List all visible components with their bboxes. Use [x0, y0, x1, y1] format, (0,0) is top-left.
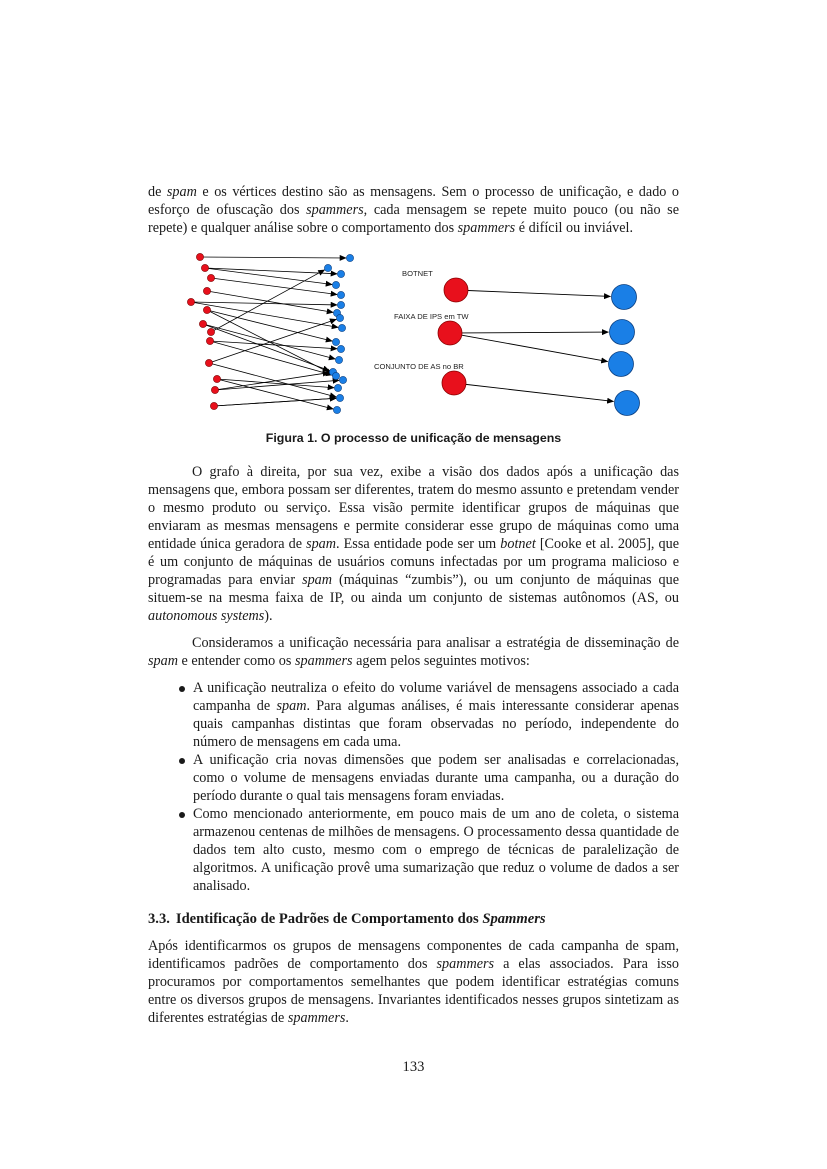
message-edge: [215, 373, 329, 390]
message-node: [334, 384, 341, 391]
unification-figure: [178, 248, 648, 424]
message-node: [332, 281, 339, 288]
spam-source-node: [203, 306, 210, 313]
message-edge: [200, 257, 346, 258]
message-node: [337, 291, 344, 298]
motive-text: A unificação neutraliza o efeito do volume variável de mensagens associado a cada campanha de spam. Para algumas análises, é mais interessante considerar apenas quais campanhas distintas que foram observadas no período, independente do número de mensagens em cada uma.: [193, 680, 679, 750]
spam-source-node: [201, 264, 208, 271]
paragraph-unified-view: O grafo à direita, por sua vez, exibe a visão dos dados após a unificação das mensagens que, embora possam ser diferentes, tratem do mesmo assunto e pretendam vender o mesmo produto ou serviço. Essa visão permite identificar grupos de máquinas que enviaram as mesmas mensagens e permite considerar esse grupo de máquinas como uma entidade única geradora de spam. Essa entidade pode ser um botnet [Cooke et al. 2005], que é um conjunto de máquinas de usuários comuns infectadas por um programa malicioso e programadas para enviar spam (máquinas “zumbis”), ou um conjunto de máquinas que situem-se na mesma faixa de IP, ou ainda um conjunto de sistemas autônomos (AS, ou autonomous systems).: [148, 464, 680, 624]
message-edge: [210, 341, 337, 349]
spam-source-node: [206, 337, 213, 344]
message-node: [337, 301, 344, 308]
message-edge: [215, 380, 339, 390]
figure-caption: Figura 1. O processo de unificação de mensagens: [265, 431, 562, 445]
motive-item-1: [160, 679, 679, 751]
message-node: [338, 324, 345, 331]
message-node: [335, 356, 342, 363]
unified-message-node: [612, 285, 637, 310]
message-node: [332, 372, 339, 379]
unified-edge: [462, 332, 609, 333]
message-node: [337, 345, 344, 352]
unified-message-node: [610, 320, 635, 345]
as-set-label: CONJUNTO DE AS no BR: [374, 362, 464, 371]
botnet-label: BOTNET: [402, 269, 433, 278]
spam-source-node: [196, 253, 203, 260]
message-edge: [210, 341, 332, 375]
section-number: 3.3.: [148, 911, 170, 927]
message-node: [332, 338, 339, 345]
message-node: [339, 376, 346, 383]
bullet-icon: [179, 686, 185, 692]
page-number: 133: [402, 1059, 425, 1075]
spam-source-node: [207, 328, 214, 335]
message-edge: [207, 291, 333, 312]
unification-graph: [178, 248, 648, 424]
paragraph-motives: Consideramos a unificação necessária para analisar a estratégia de disseminação de spam e entender como os spammers agem pelos seguintes motivos:: [148, 635, 679, 669]
unified-edge: [462, 335, 608, 361]
ip-range-label: FAIXA DE IPS em TW: [394, 312, 469, 321]
unified-message-node: [609, 352, 634, 377]
intro-paragraph: de spam e os vértices destino são as mensagens. Sem o processo de unificação, e dado o esforço de ofuscação dos spammers, cada mensagem se repete muito pouco (ou não se repete) e qualquer análise sobre o comportamento dos spammers é difícil ou inviável.: [148, 184, 679, 236]
message-node: [324, 264, 331, 271]
motive-item-2: [160, 751, 679, 805]
bullet-icon: [179, 812, 185, 818]
message-edge: [207, 310, 332, 341]
spam-entity-node: [444, 278, 468, 302]
spam-source-node: [187, 298, 194, 305]
motives-list: [160, 679, 679, 895]
spam-entity-node: [438, 321, 462, 345]
section-heading: [148, 910, 679, 928]
message-node: [336, 394, 343, 401]
message-edge: [209, 319, 336, 363]
message-edge: [191, 302, 338, 327]
unified-edge: [468, 290, 611, 296]
paragraph-patterns: Após identificarmos os grupos de mensagens componentes de cada campanha de spam, identificamos padrões de comportamento dos spammers a elas associados. Para isso procuramos por comportamentos semelhantes que podem identificar estratégias comuns entre os diversos grupos de mensagens. Invariantes identificados nesses grupos sintetizam as diferentes estratégias de spammers.: [148, 938, 679, 1026]
unified-message-node: [615, 391, 640, 416]
bullet-icon: [179, 758, 185, 764]
message-node: [337, 270, 344, 277]
spam-source-node: [211, 386, 218, 393]
message-edge: [211, 278, 337, 295]
unified-edge: [466, 384, 614, 401]
spam-source-node: [210, 402, 217, 409]
motive-text: A unificação cria novas dimensões que podem ser analisadas e correlacionadas, como o volume de mensagens enviadas durante uma campanha, ou a duração do período durante o qual tais mensagens foram enviadas.: [193, 752, 679, 804]
spam-source-node: [213, 375, 220, 382]
message-node: [333, 406, 340, 413]
message-node: [346, 254, 353, 261]
raw-message-graph: [187, 253, 353, 413]
section-title: Identificação de Padrões de Comportamento dos Spammers: [175, 911, 546, 927]
spam-source-node: [205, 359, 212, 366]
spam-source-node: [199, 320, 206, 327]
spam-source-node: [207, 274, 214, 281]
message-edge: [191, 302, 337, 305]
spam-entity-node: [442, 371, 466, 395]
spam-source-node: [203, 287, 210, 294]
motive-item-3: [160, 805, 679, 895]
message-edge: [211, 270, 325, 332]
unified-message-graph: [438, 278, 640, 416]
message-node: [336, 314, 343, 321]
motive-text: Como mencionado anteriormente, em pouco mais de um ano de coleta, o sistema armazenou centenas de milhões de mensagens. O processamento dessa quantidade de dados tem alto custo, mesmo com o emprego de técnicas de paralelização de algoritmos. A unificação provê uma sumarização que reduz o volume de dados a ser analisado.: [193, 806, 679, 894]
